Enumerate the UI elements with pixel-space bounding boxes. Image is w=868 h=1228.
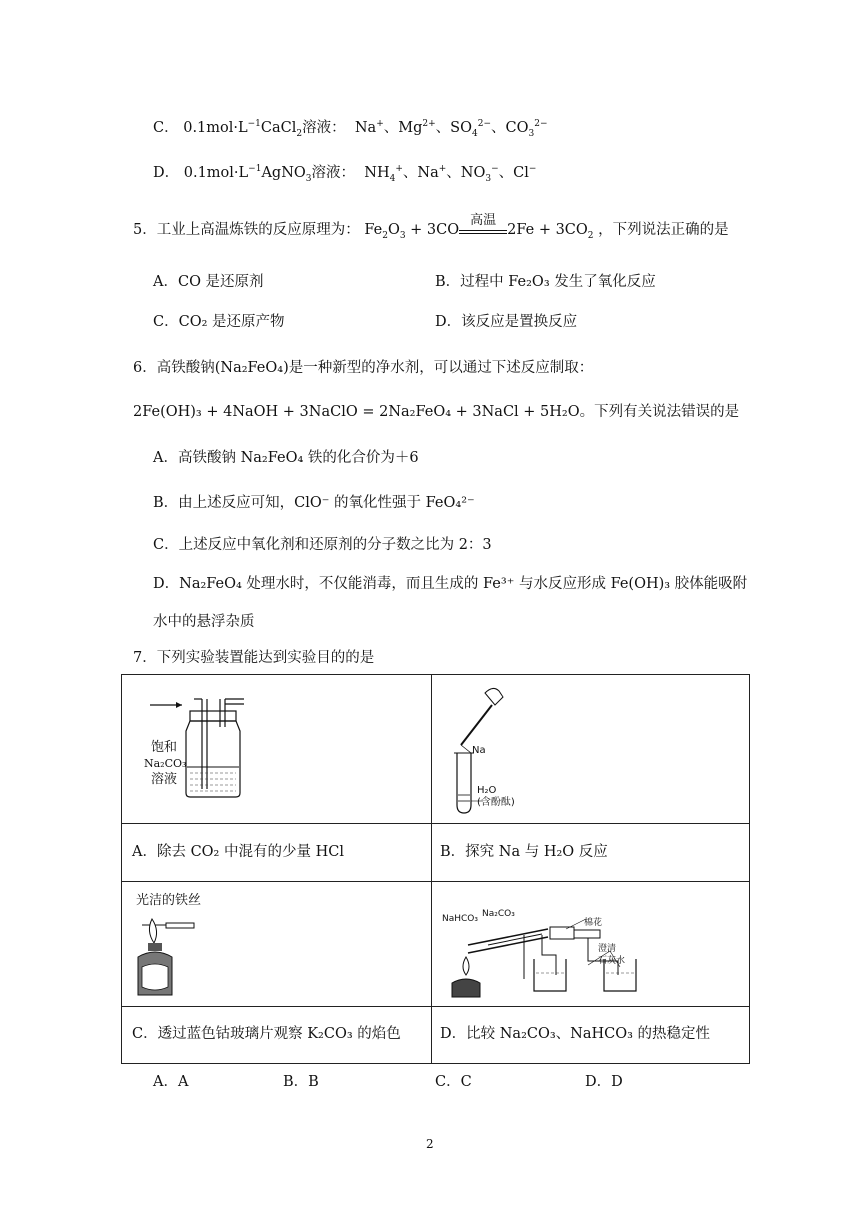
figure-d-nahco3-label: NaHCO₃ xyxy=(442,914,478,924)
q7-apparatus-table xyxy=(121,674,750,1064)
figure-d-na2co3-label: Na₂CO₃ xyxy=(482,909,515,919)
q5-option-b: B．过程中 Fe₂O₃ 发生了氧化反应 xyxy=(435,274,656,290)
q6-option-b: B．由上述反应可知，ClO⁻ 的氧化性强于 FeO₄²⁻ xyxy=(153,495,475,511)
q5-equation: $Fe_2O_3 + 3CO$ 高温 $2Fe + 3CO_2$ xyxy=(364,213,594,241)
cell-b-caption: B．探究 Na 与 H₂O 反应 xyxy=(440,844,608,860)
figure-d-limewater-label: 澄清 石灰水 xyxy=(598,944,626,966)
figure-a-label: 饱和 Na₂CO₃ 溶液 xyxy=(144,740,187,787)
q7-choice-c: C．C xyxy=(435,1074,472,1090)
q6-equation: 2Fe(OH)₃ + 4NaOH + 3NaClO = 2Na₂FeO₄ + 3NaCl + 5H₂O xyxy=(133,404,580,420)
q7-stem: 7．下列实验装置能达到实验目的的是 xyxy=(133,650,375,666)
q6-option-d-cont: 水中的悬浮杂质 xyxy=(153,614,255,630)
figure-c-alcohol-lamp xyxy=(130,909,210,1001)
q5-stem: 5．工业上高温炼铁的反应原理为： $Fe_2O_3 + 3CO$ 高温 $2Fe + 3CO_2$ ，下列说法正确的是 xyxy=(133,213,729,241)
q7-choice-a: A．A xyxy=(153,1074,189,1090)
q7-choice-d: D．D xyxy=(585,1074,623,1090)
cell-d-caption: D．比较 Na₂CO₃、NaHCO₃ 的热稳定性 xyxy=(440,1026,711,1042)
q4-option-c: C． $0.1mol\cdot L^{-1}CaCl_2$溶液： Na+、$Mg^{2+}$、$SO_4^{2-}$、$CO_3^{2-}$ xyxy=(153,119,548,139)
figure-c-label: 光洁的铁丝 xyxy=(136,893,202,908)
q6-stem: 6．高铁酸钠(Na₂FeO₄)是一种新型的净水剂，可以通过下述反应制取： xyxy=(133,360,594,376)
q6-option-a: A．高铁酸钠 Na₂FeO₄ 铁的化合价为＋6 xyxy=(153,450,419,466)
q6-equation-line: 2Fe(OH)₃ + 4NaOH + 3NaClO = 2Na₂FeO₄ + 3NaCl + 5H₂O。下列有关说法错误的是 xyxy=(133,404,740,420)
figure-b-na-label: Na xyxy=(472,745,486,756)
q5-option-c: C．CO₂ 是还原产物 xyxy=(153,314,285,330)
q6-option-c: C．上述反应中氧化剂和还原剂的分子数之比为 2：3 xyxy=(153,537,492,553)
q4-option-d: D． $0.1mol\cdot L^{-1}AgNO_3$溶液： $NH_4^+$、Na+、$NO_3^-$、Cl− xyxy=(153,164,537,184)
figure-b-water-label: H₂O (含酚酞) xyxy=(477,785,515,808)
cell-a-caption: A．除去 CO₂ 中混有的少量 HCl xyxy=(132,844,344,860)
cell-c-caption: C．透过蓝色钴玻璃片观察 K₂CO₃ 的焰色 xyxy=(132,1026,401,1042)
q7-choice-b: B．B xyxy=(283,1074,319,1090)
q6-option-d: D．Na₂FeO₄ 处理水时，不仅能消毒，而且生成的 Fe³⁺ 与水反应形成 Fe(OH)₃ 胶体能吸附 xyxy=(153,576,748,592)
q5-option-d: D．该反应是置换反应 xyxy=(435,314,578,330)
q5-option-a: A．CO 是还原剂 xyxy=(153,274,264,290)
page-number: 2 xyxy=(426,1137,434,1151)
figure-d-cotton-label: 棉花 xyxy=(584,918,603,928)
